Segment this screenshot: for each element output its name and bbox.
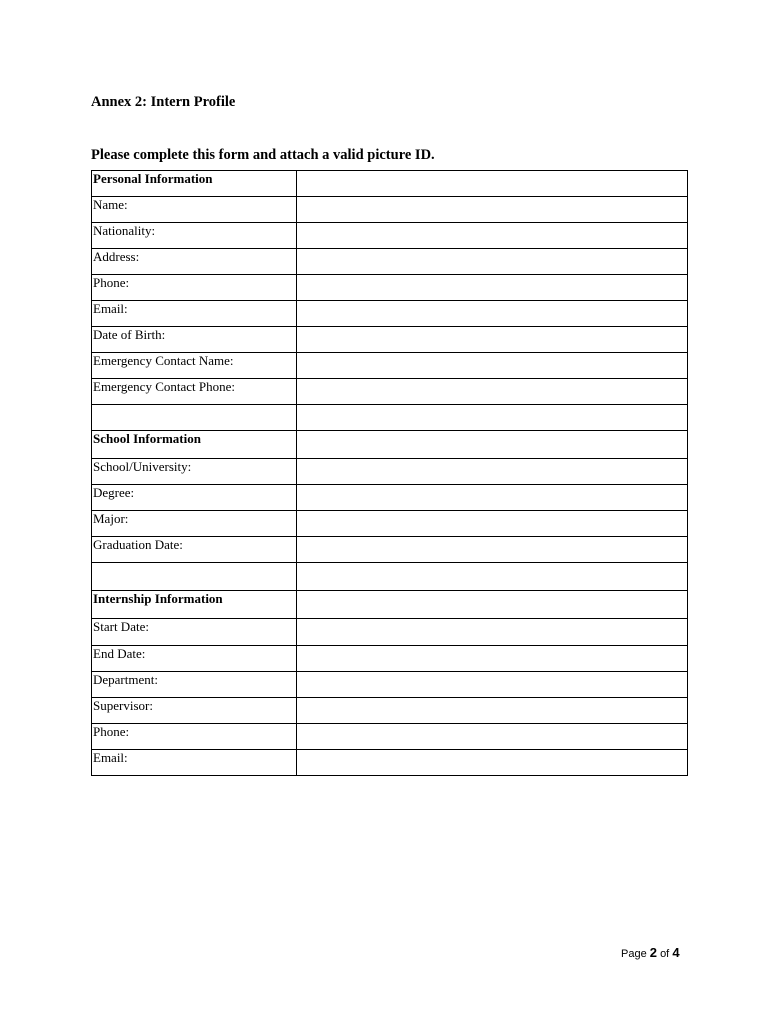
field-label-cell: Email: (92, 750, 297, 776)
field-label-cell: Start Date: (92, 619, 297, 646)
field-label-cell: Major: (92, 511, 297, 537)
intern-profile-table-body (92, 171, 688, 776)
section-heading-cell: Internship Information (92, 591, 297, 619)
form-row (92, 485, 688, 511)
page-word: Page (621, 948, 647, 960)
field-label-cell: Emergency Contact Phone: (92, 379, 297, 405)
field-value-cell[interactable] (297, 223, 688, 249)
field-value-cell[interactable] (297, 724, 688, 750)
field-value-cell[interactable] (297, 698, 688, 724)
form-row (92, 223, 688, 249)
field-value-cell (297, 563, 688, 591)
field-label-cell (92, 405, 297, 431)
field-value-cell[interactable] (297, 619, 688, 646)
intern-profile-table (91, 170, 688, 776)
form-row (92, 249, 688, 275)
field-value-cell (297, 431, 688, 459)
field-label-cell: Nationality: (92, 223, 297, 249)
field-label-cell: School/University: (92, 459, 297, 485)
section-heading-cell: School Information (92, 431, 297, 459)
field-value-cell[interactable] (297, 485, 688, 511)
field-label-cell: Email: (92, 301, 297, 327)
field-label-cell: Graduation Date: (92, 537, 297, 563)
form-row (92, 672, 688, 698)
form-row (92, 353, 688, 379)
form-row (92, 301, 688, 327)
form-row (92, 431, 688, 459)
field-value-cell[interactable] (297, 353, 688, 379)
field-label-cell: Address: (92, 249, 297, 275)
field-value-cell[interactable] (297, 646, 688, 672)
field-value-cell[interactable] (297, 249, 688, 275)
field-label-cell (92, 563, 297, 591)
form-row (92, 405, 688, 431)
field-value-cell (297, 405, 688, 431)
form-row (92, 750, 688, 776)
form-row (92, 171, 688, 197)
form-row (92, 327, 688, 353)
form-instruction: Please complete this form and attach a valid picture ID. (91, 147, 435, 163)
form-row (92, 275, 688, 301)
field-label-cell: End Date: (92, 646, 297, 672)
annex-title: Annex 2: Intern Profile (91, 94, 236, 110)
field-value-cell[interactable] (297, 197, 688, 223)
field-label-cell: Supervisor: (92, 698, 297, 724)
field-label-cell: Phone: (92, 724, 297, 750)
form-row (92, 724, 688, 750)
field-value-cell[interactable] (297, 327, 688, 353)
form-row (92, 197, 688, 223)
field-value-cell[interactable] (297, 511, 688, 537)
field-value-cell[interactable] (297, 537, 688, 563)
of-word: of (660, 948, 670, 960)
section-heading-cell: Personal Information (92, 171, 297, 197)
field-value-cell (297, 171, 688, 197)
field-value-cell (297, 591, 688, 619)
field-label-cell: Emergency Contact Name: (92, 353, 297, 379)
field-value-cell[interactable] (297, 750, 688, 776)
form-row (92, 537, 688, 563)
form-row (92, 511, 688, 537)
form-row (92, 591, 688, 619)
field-value-cell[interactable] (297, 379, 688, 405)
form-row (92, 379, 688, 405)
page-number (621, 945, 680, 962)
form-row (92, 563, 688, 591)
field-value-cell[interactable] (297, 672, 688, 698)
form-row (92, 646, 688, 672)
current-page: 2 (649, 945, 657, 960)
field-value-cell[interactable] (297, 459, 688, 485)
form-row (92, 619, 688, 646)
field-label-cell: Phone: (92, 275, 297, 301)
field-label-cell: Degree: (92, 485, 297, 511)
field-value-cell[interactable] (297, 301, 688, 327)
total-pages: 4 (672, 945, 680, 960)
field-label-cell: Name: (92, 197, 297, 223)
field-value-cell[interactable] (297, 275, 688, 301)
field-label-cell: Date of Birth: (92, 327, 297, 353)
field-label-cell: Department: (92, 672, 297, 698)
form-row (92, 459, 688, 485)
form-row (92, 698, 688, 724)
